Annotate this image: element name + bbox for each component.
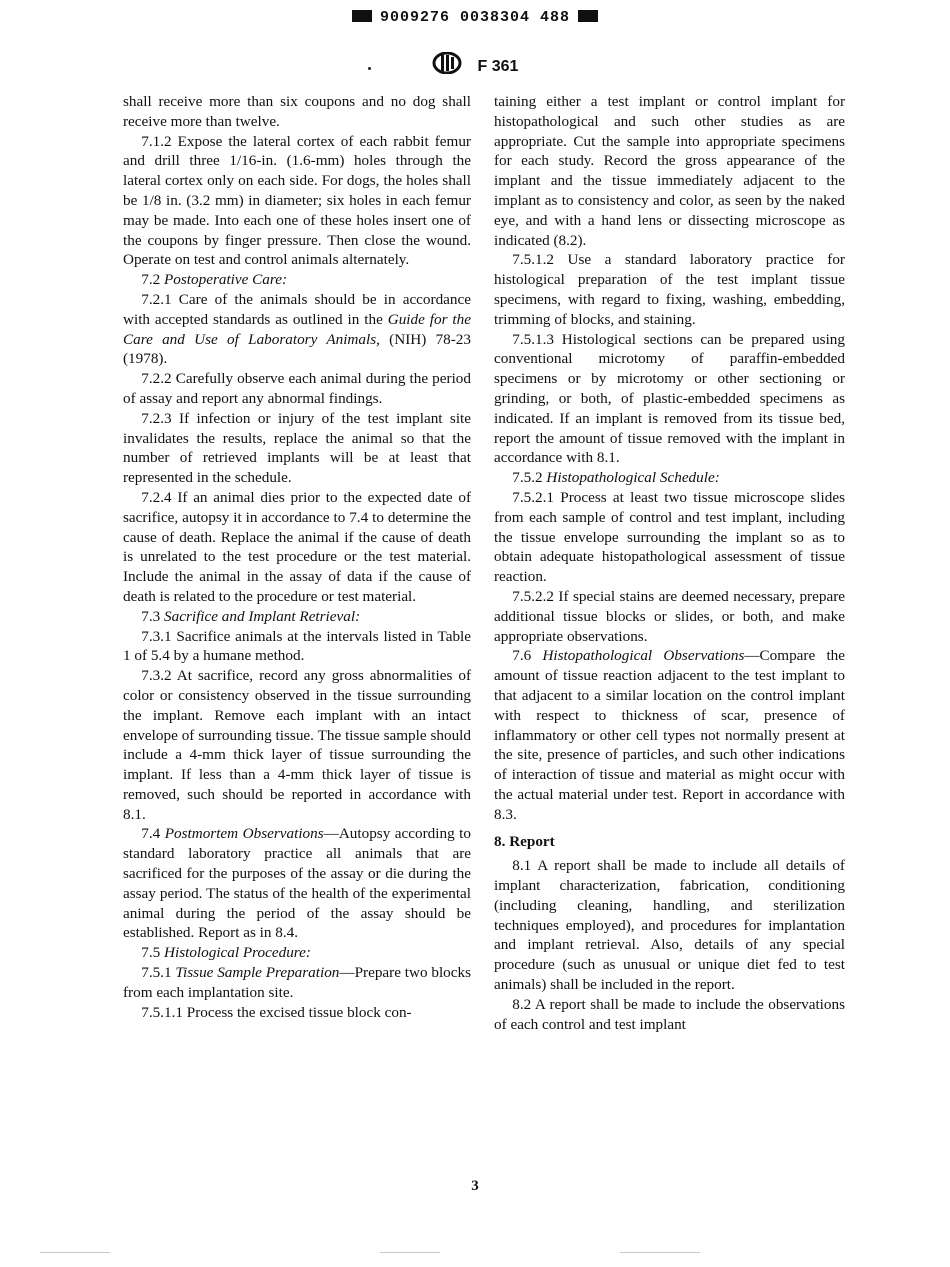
subsection-heading: 7.3 Sacrifice and Implant Retrieval: — [141, 607, 361, 625]
barcode-block-left — [352, 10, 372, 22]
astm-logo-icon — [432, 52, 462, 79]
paragraph: 7.2.1 Care of the animals should be in accordance with accepted standards as outlined in the Guide for the Care and Use of Laboratory Animals, (NIH) 78-23 (1978). — [123, 290, 471, 368]
subsection-heading: 7.5.2 Histopathological Schedule: — [512, 469, 720, 487]
paragraph: 7.3.1 Sacrifice animals at the intervals listed in Table 1 of 5.4 by a humane method. — [123, 627, 471, 665]
paragraph: 7.2.3 If infection or injury of the test implant site invalidates the results, replace the animal so that the number of retrieved implants will be at least that represented in the schedule. — [123, 409, 471, 487]
paragraph: 8.2 A report shall be made to include the observations of each control and test implant — [494, 995, 845, 1033]
paragraph: shall receive more than six coupons and no dog shall receive more than twelve. — [123, 93, 471, 130]
paragraph: 7.3.2 At sacrifice, record any gross abnormalities of color or consistency observed in the tissue surrounding the implant. Remove each implant with an intact envelope of surrounding tissue. The tissue sample should include a 4-mm thick layer of tissue surrounding the implant. If less than a 4-mm thick layer of tissue is removed, such should be reported in accordance with 8.1. — [123, 667, 471, 823]
scan-artifact — [380, 1252, 440, 1253]
paragraph: 7.5.1.3 Histological sections can be prepared using conventional microtomy of paraffin-embedded specimens or by microtomy or other sectioning or grinding, or both, of plastic-embedded specimens as indicated. If an implant is removed from its tissue bed, report the amount of tissue removed with the implant in accordance with 8.1. — [494, 330, 845, 467]
paragraph: 7.5.1 Tissue Sample Preparation—Prepare two blocks from each implantation site. — [123, 964, 472, 1001]
subsection-heading: 7.5 Histological Procedure: — [141, 944, 311, 962]
scan-artifact — [40, 1252, 110, 1253]
right-column — [494, 92, 845, 1034]
paragraph: 7.5.2.1 Process at least two tissue microscope slides from each sample of control and test implant, including the tissue envelope surrounding the implant so as to obtain adequate histopathological assessment of tissue reaction. — [494, 488, 845, 586]
paragraph: 7.2.2 Carefully observe each animal during the period of assay and report any abnormal findings. — [123, 370, 471, 407]
page-header — [0, 52, 950, 79]
paragraph: 7.6 Histopathological Observations—Compare the amount of tissue reaction adjacent to the test implant to that adjacent to a similar location on the control implant with respect to thickness of scar, presence of inflammatory or other cell types not normally present at the site, presence of particles, and such other indications of interaction of tissue and material as might occur with the actual material under test. Report in accordance with 8.3. — [494, 647, 845, 823]
paragraph: 7.4 Postmortem Observations—Autopsy according to standard laboratory practice all animals that are sacrificed for the purposes of the assay or die during the assay period. The status of the health of the experimental animal during the period of the assay should be established. Report as in 8.4. — [123, 825, 471, 942]
barcode-block-right — [578, 10, 598, 22]
paragraph: taining either a test implant or control implant for histopathological and such other studies as are appropriate. Cut the sample into appropriate specimens for each study. Record the gross appearance of the implant and the tissue immediately adjacent to the implant as to consistency and color, as seen by the naked eye, and with a hand lens or dissecting microscope as indicated (8.2). — [494, 93, 845, 249]
paragraph: 7.5.1.2 Use a standard laboratory practice for histological preparation of the test implant tissue specimens, with regard to fixing, washing, embedding, trimming of blocks, and staining. — [494, 251, 845, 328]
top-barcode-code — [0, 9, 950, 26]
stray-mark — [368, 67, 371, 70]
section-heading: 8. Report — [494, 833, 555, 851]
paragraph: 7.1.2 Expose the lateral cortex of each rabbit femur and drill three 1/16-in. (1.6-mm) holes through the lateral cortex only on each side. For dogs, the holes shall be 1/8 in. (3.2 mm) in diameter; six holes in each femur may be made. Into each one of these holes insert one of the coupons by finger pressure. Then close the wound. Operate on test and control animals alternately. — [123, 132, 471, 269]
paragraph: 7.2.4 If an animal dies prior to the expected date of sacrifice, autopsy it in accordance to 7.4 to determine the cause of death. Replace the animal if the cause of death is unrelated to the test procedure or the test material. Include the animal in the assay of data if the cause of death is related to the procedure or test material. — [123, 488, 471, 605]
paragraph: 8.1 A report shall be made to include all details of implant characterization, fabrication, conditioning (including cleaning, handling, and sterilization techniques employed), and procedures for implantation and implant retrieval. Also, details of any special procedure (such as unusual or unique diet fed to test animals) shall be included in the report. — [494, 857, 845, 994]
left-column — [123, 92, 471, 1022]
page-number: 3 — [471, 1178, 479, 1194]
designation: F 361 — [477, 58, 519, 75]
paragraph: 7.5.1.1 Process the excised tissue block con- — [141, 1003, 412, 1021]
subsection-heading: 7.2 Postoperative Care: — [141, 271, 288, 289]
paragraph: 7.5.2.2 If special stains are deemed necessary, prepare additional tissue blocks or slides, or both, and make appropriate observations. — [494, 587, 845, 645]
scan-artifact — [620, 1252, 700, 1253]
barcode-number: 9009276 0038304 488 — [379, 9, 571, 26]
